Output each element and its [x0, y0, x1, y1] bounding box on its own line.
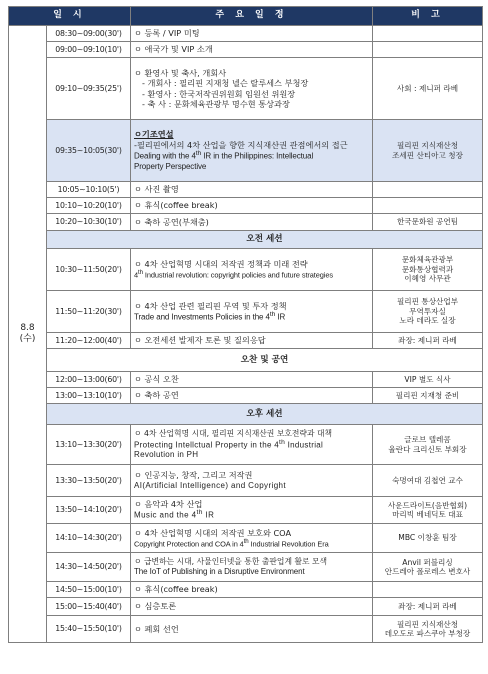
table-row [9, 291, 483, 333]
program-cell [131, 249, 373, 291]
program-line-en: Dealing with the 4th IR in the Philippines: Intellectual [134, 149, 314, 161]
note-cell [373, 249, 483, 291]
note-cell [373, 26, 483, 42]
time-cell: 14:30~14:50(20') [47, 553, 131, 582]
program-cell [131, 120, 373, 182]
superscript: th [243, 537, 249, 545]
note-cell [373, 582, 483, 598]
time-cell: 13:30~13:50(20') [47, 465, 131, 497]
program-line-en: Protecting Intellctual Property in the 4th Industrial [134, 438, 324, 450]
note-line: 이혜영 사무관 [404, 274, 451, 284]
time-cell: 13:10~13:30(20') [47, 425, 131, 465]
table-row [9, 214, 483, 231]
section-title: 오후 세션 [47, 404, 483, 425]
note-line: 필리핀 통상산업부 [396, 297, 459, 307]
program-cell: ㅇ 심층토론 [131, 598, 373, 616]
time-cell: 10:05~10:10(5') [47, 182, 131, 198]
note-cell: 한국문화원 공연팀 [373, 214, 483, 231]
program-line-en: Copyright Protection and COA in 4th Industrial Revolution Era [134, 537, 329, 549]
program-line: - 개회사 : 필리핀 지재청 넬슨 랄루세스 부청장 [142, 78, 309, 89]
program-line: ㅇ 4차 산업 관련 필리핀 무역 및 투자 정책 [134, 300, 287, 311]
program-cell: ㅇ 등록 / VIP 미팅 [131, 26, 373, 42]
program-cell: ㅇ 애국가 및 VIP 소개 [131, 42, 373, 58]
note-line: 무역투자실 [409, 306, 446, 316]
time-cell: 12:00~13:00(60') [47, 372, 131, 388]
time-cell: 10:30~11:50(20') [47, 249, 131, 291]
time-cell: 15:00~15:40(40') [47, 598, 131, 616]
note-line: Anvil 퍼블리싱 [402, 557, 453, 567]
note-line: 마리빅 베네딕토 대표 [392, 510, 463, 519]
section-row-morning [9, 231, 483, 249]
table-row [9, 198, 483, 214]
header-note: 비 고 [373, 7, 483, 26]
time-cell: 14:50~15:00(10') [47, 582, 131, 598]
table-row [9, 42, 483, 58]
keynote-title: ㅇ기조연설 [134, 129, 174, 140]
table-row [9, 497, 483, 524]
note-cell: 좌장: 제니퍼 라베 [373, 598, 483, 616]
table-row [9, 582, 483, 598]
program-cell [131, 497, 373, 524]
program-cell [131, 524, 373, 553]
section-row-afternoon [9, 404, 483, 425]
table-row [9, 58, 483, 120]
program-cell: ㅇ 공식 오찬 [131, 372, 373, 388]
section-title: 오찬 및 공연 [47, 349, 483, 372]
program-line-en: AI(Artificial Intelligence) and Copyright [134, 480, 287, 490]
time-cell: 08:30~09:00(30') [47, 26, 131, 42]
table-row [9, 425, 483, 465]
program-cell [131, 291, 373, 333]
header-schedule: 일 시 [9, 7, 131, 26]
note-cell [373, 198, 483, 214]
table-row-keynote [9, 120, 483, 182]
table-row [9, 249, 483, 291]
program-cell: ㅇ 축하 공연 [131, 388, 373, 404]
program-line: ㅇ 급변하는 시대, 사물인터넷을 통한 출판업계 활로 모색 [134, 557, 328, 567]
table-row [9, 616, 483, 643]
note-cell [373, 616, 483, 643]
note-cell: 좌장: 제니퍼 라베 [373, 333, 483, 349]
note-cell [373, 553, 483, 582]
superscript: th [138, 269, 143, 277]
note-cell: 필리핀 지재청 준비 [373, 388, 483, 404]
program-cell [131, 553, 373, 582]
program-cell: ㅇ 오전세션 발제자 토론 및 질의응답 [131, 333, 373, 349]
program-cell [131, 425, 373, 465]
note-line: 글로브 텔레콤 [404, 435, 451, 445]
table-row [9, 182, 483, 198]
program-line-en: The IoT of Publishing in a Disruptive Environment [134, 566, 305, 576]
note-cell [373, 120, 483, 182]
program-line: ㅇ 환영사 및 축사, 개회사 [134, 68, 227, 78]
table-row [9, 26, 483, 42]
program-cell [131, 465, 373, 497]
time-cell: 14:10~14:30(20') [47, 524, 131, 553]
program-line-en: 4th Industrial revolution: copyright policies and future strategies [134, 269, 333, 280]
note-cell [373, 182, 483, 198]
superscript: th [269, 310, 276, 318]
date-weekday: (수) [19, 334, 36, 344]
time-cell: 09:00~09:10(10') [47, 42, 131, 58]
note-cell [373, 291, 483, 333]
program-cell [131, 58, 373, 120]
time-cell: 13:50~14:10(20') [47, 497, 131, 524]
program-line: ㅇ 4차 산업혁명 시대의 저작권 정책과 미래 전략 [134, 259, 308, 270]
time-cell: 13:00~13:10(10') [47, 388, 131, 404]
program-line: - 환영사 : 한국저작권위원회 임원선 위원장 [142, 88, 296, 99]
table-header-row [9, 7, 483, 26]
program-line: ㅇ 인공지능, 창작, 그리고 저작권 [134, 470, 253, 481]
note-cell: 사회 : 제니퍼 라베 [373, 58, 483, 120]
note-line: 문화통상협력과 [401, 264, 454, 274]
section-row-lunch [9, 349, 483, 372]
time-cell: 10:10~10:20(10') [47, 198, 131, 214]
time-cell: 15:40~15:50(10') [47, 616, 131, 643]
schedule-table [8, 6, 483, 643]
note-line: 조세핀 산티아고 청장 [392, 150, 463, 160]
note-cell: 숙명여대 김첩연 교수 [373, 465, 483, 497]
superscript: th [278, 438, 286, 446]
table-row [9, 598, 483, 616]
note-line: 율란다 크리신토 부회장 [388, 444, 467, 454]
program-cell: ㅇ 사진 촬영 [131, 182, 373, 198]
note-line: 노라 데라도 실장 [399, 316, 456, 326]
time-cell: 11:50~11:20(30') [47, 291, 131, 333]
program-line: ㅇ 4차 산업혁명 시대의 저작권 보호와 COA [134, 527, 292, 538]
time-cell: 10:20~10:30(10') [47, 214, 131, 231]
table-row [9, 465, 483, 497]
program-line: ㅇ 음악과 4차 산업 [134, 499, 203, 510]
date-cell [9, 26, 47, 643]
note-cell [373, 425, 483, 465]
table-row [9, 333, 483, 349]
program-line: - 축 사 : 문화체육관광부 명수현 통상과장 [142, 98, 290, 109]
superscript: th [196, 509, 203, 517]
note-cell: MBC 이창훈 팀장 [373, 524, 483, 553]
date-day: 8.8 [20, 322, 35, 333]
program-line: ㅇ 4차 산업혁명 시대, 필리핀 지식재산권 보호전략과 대책 [134, 428, 333, 438]
note-line: 데오도로 파스쿠아 부청장 [384, 629, 471, 638]
program-line-en: Trade and Investments Policies in the 4th IR [134, 310, 286, 322]
header-program: 주 요 일 정 [131, 7, 373, 26]
note-line: 필리핀 지식재산청 [396, 141, 459, 151]
table-row [9, 372, 483, 388]
program-cell: ㅇ 휴식(coffee break) [131, 198, 373, 214]
note-line: 안드레아 폴로레스 변호사 [384, 567, 471, 576]
note-line: 사운드라이트(음반협회) [387, 500, 468, 510]
note-line: 문화체육관광부 [401, 255, 454, 265]
time-cell: 11:20~12:00(40') [47, 333, 131, 349]
table-row [9, 553, 483, 582]
note-cell [373, 497, 483, 524]
program-line: -필리핀에서의 4차 산업을 향한 지식재산권 관점에서의 접근 [134, 139, 348, 150]
program-line-en: Property Perspective [134, 161, 207, 171]
time-cell: 09:10~09:35(25') [47, 58, 131, 120]
program-line-en: Music and the 4th IR [134, 509, 215, 520]
program-cell: ㅇ 휴식(coffee break) [131, 582, 373, 598]
superscript: th [195, 149, 202, 157]
program-cell: ㅇ 축하 공연(부채춤) [131, 214, 373, 231]
time-cell: 09:35~10:05(30') [47, 120, 131, 182]
note-cell [373, 42, 483, 58]
table-row [9, 524, 483, 553]
note-line: 필리핀 지식재산청 [396, 619, 459, 629]
note-cell: VIP 별도 식사 [373, 372, 483, 388]
section-title: 오전 세션 [47, 231, 483, 249]
program-line-en: Revolution in PH [134, 450, 199, 460]
program-cell: ㅇ 폐회 선언 [131, 616, 373, 643]
table-row [9, 388, 483, 404]
